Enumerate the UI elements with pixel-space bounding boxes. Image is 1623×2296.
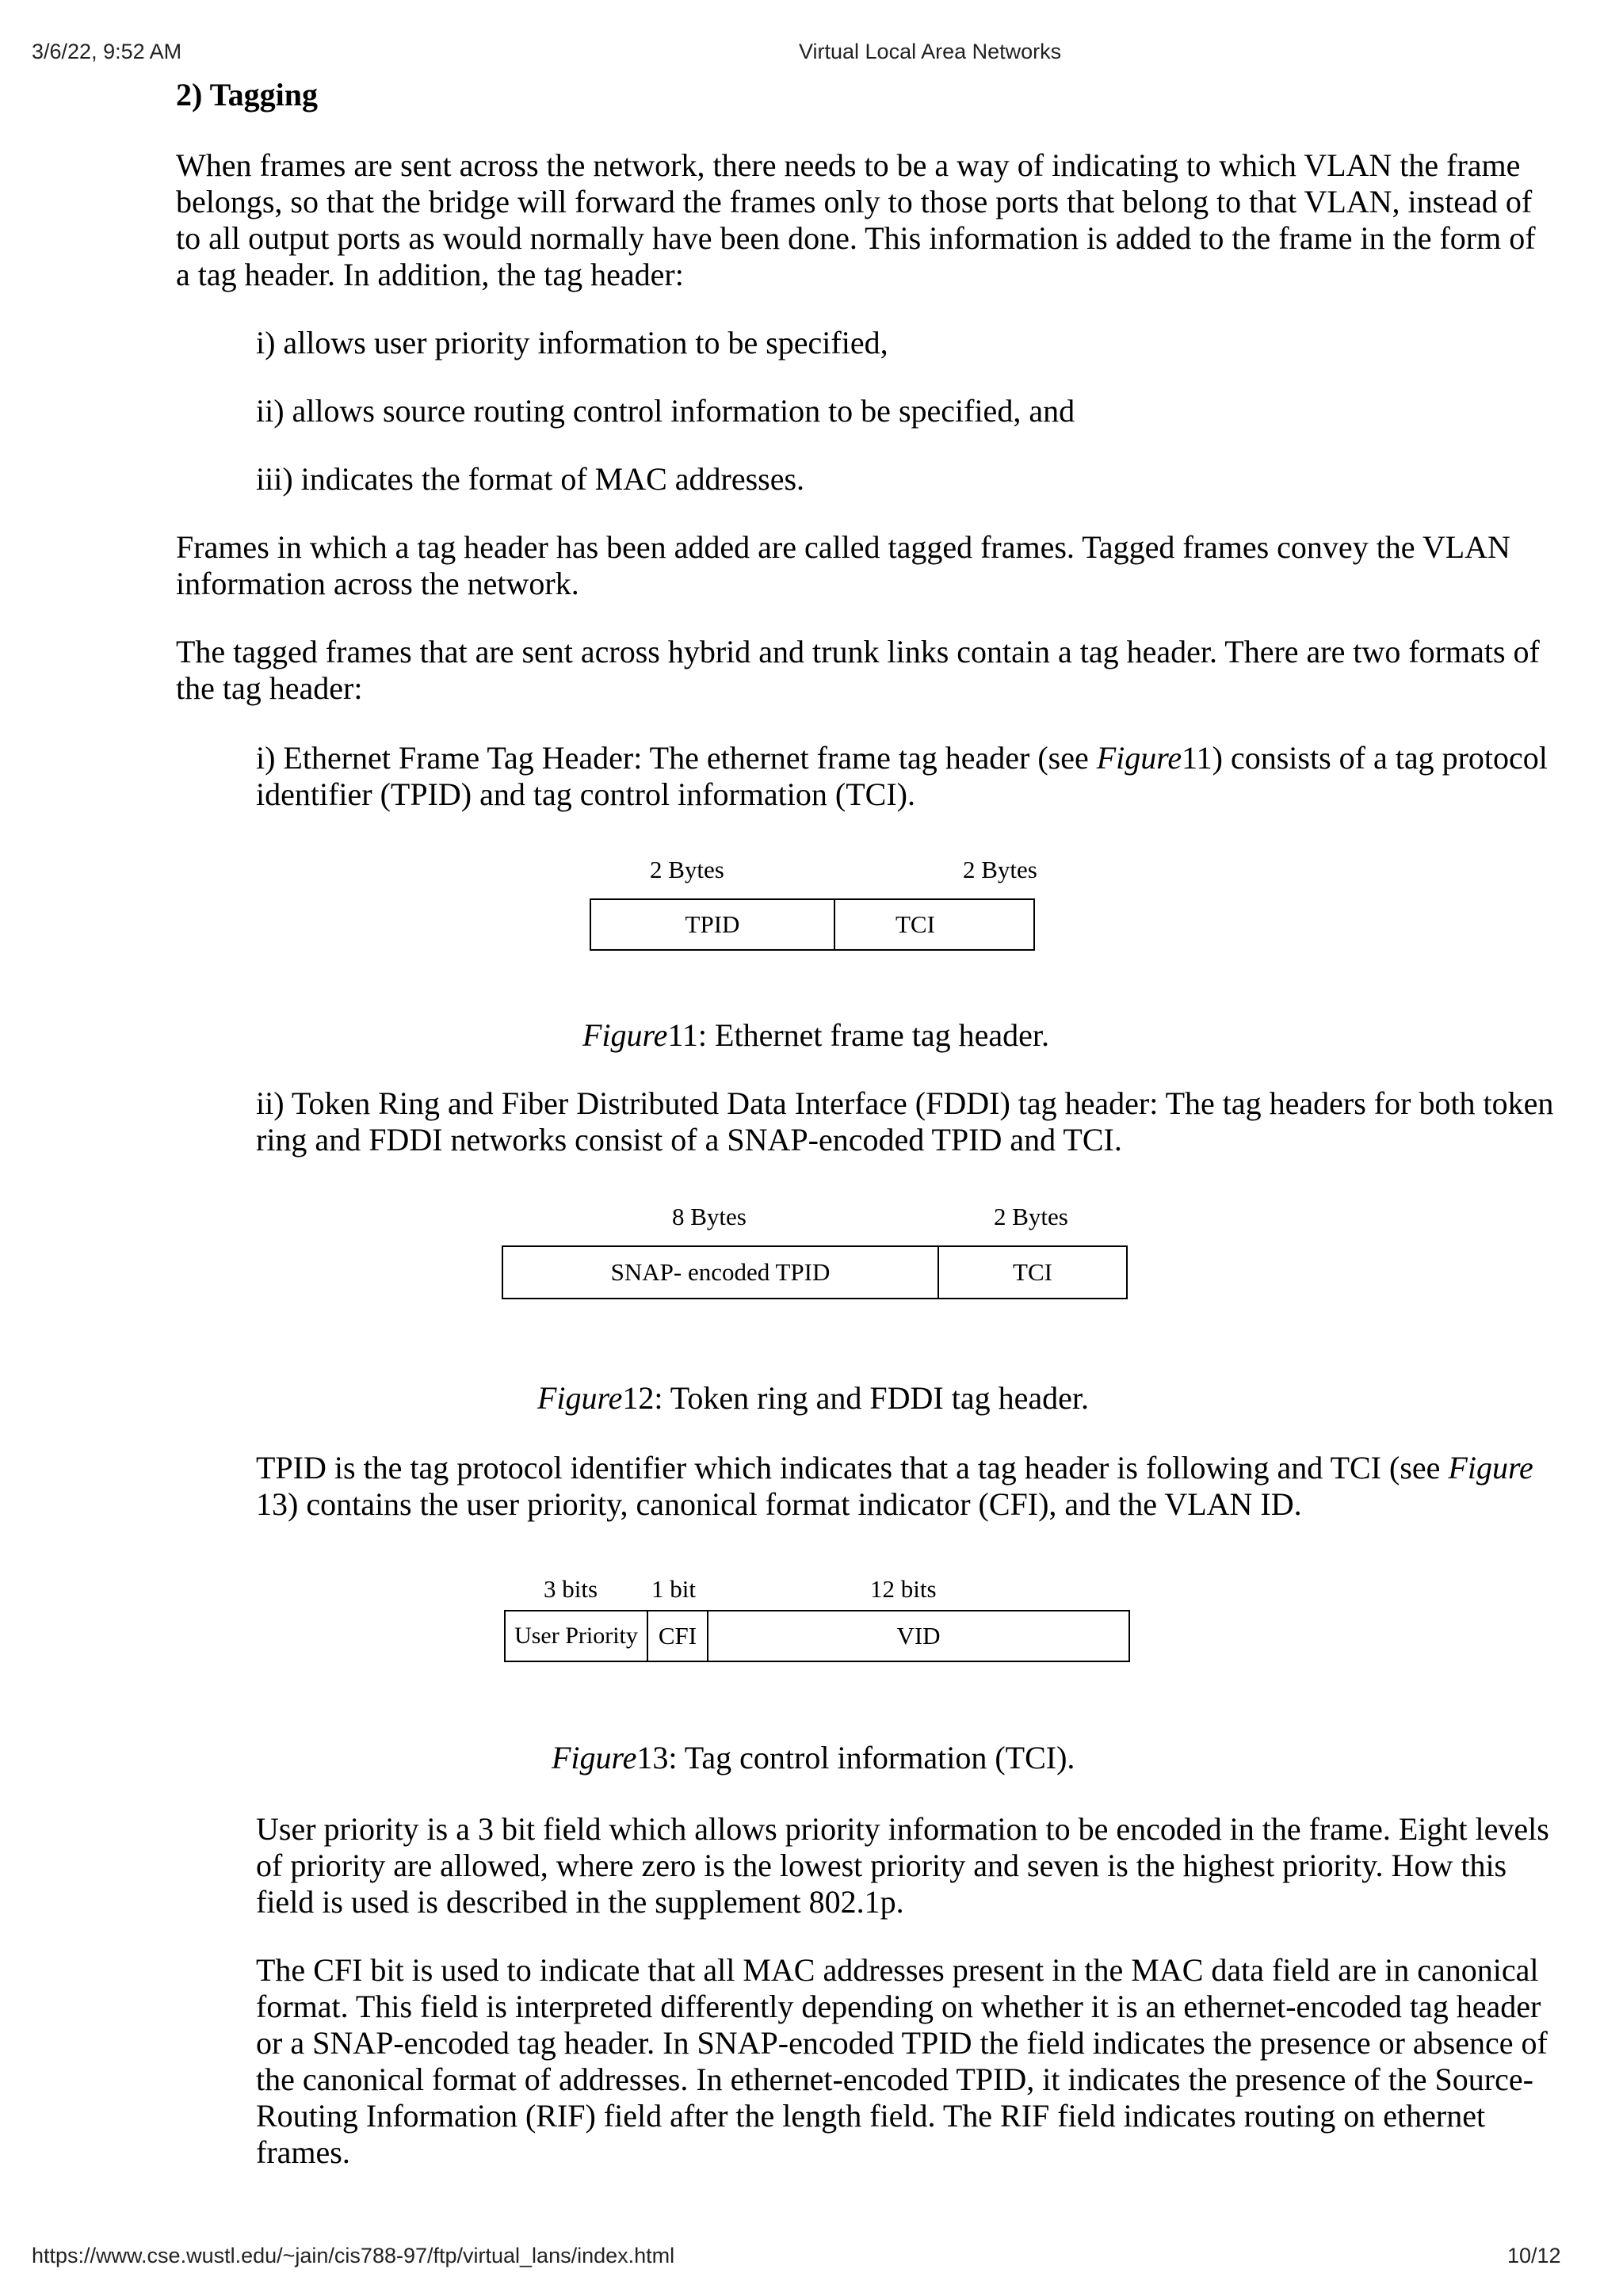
item-ethernet-text-b: 11) consists of a tag protocol identifier (TPID) and tag control information (TCI). [256,740,1548,812]
fig13-field-vid: VID [707,1611,1128,1661]
fig11-frame-diagram [590,898,1035,951]
paragraph-user-priority: User priority is a 3 bit field which allows priority information to be encoded in the frame. Eight levels of priority are allowed, where zero is the lowest priority and seven is the highest priority. How this field is used is described in the supplement 802.1p. [256,1811,1549,1920]
paragraph-tpid [256,1450,1556,1523]
fig13-field-cfi: CFI [647,1611,707,1661]
paragraph-tagged-frames: Frames in which a tag header has been added are called tagged frames. Tagged frames convey the VLAN information across the network. [176,529,1510,601]
figure-12-caption [537,1380,1089,1417]
fig12-size-label-tci: 2 Bytes [994,1203,1068,1230]
fig12-frame-diagram [502,1245,1128,1299]
list-item-routing: ii) allows source routing control information to be specified, and [256,393,1075,429]
item-ethernet-text-a: i) Ethernet Frame Tag Header: The ethernet frame tag header (see [256,740,1097,776]
print-page-number: 10/12 [1507,2244,1561,2267]
fig13-caption-text: 13: Tag control information (TCI). [636,1740,1075,1775]
item-token-ring-tag-header: ii) Token Ring and Fiber Distributed Data Interface (FDDI) tag header: The tag headers for both token ring and FDDI networks consist of a SNAP-encoded TPID and TCI. [256,1085,1554,1158]
item-ethernet-tag-header [256,740,1556,813]
figure-13-caption [552,1740,1075,1776]
paragraph-cfi: The CFI bit is used to indicate that all MAC addresses present in the MAC data field are in canonical format. This field is interpreted differently depending on whether it is an ethernet-encoded tag header or a SNAP-encoded tag header. In SNAP-encoded TPID the field indicates the presence or absence of the canonical format of addresses. In ethernet-encoded TPID, it indicates the presence of the Source-Routing Information (RIF) field after the length field. The RIF field indicates routing on ethernet frames. [256,1952,1548,2170]
fig11-size-label-tpid: 2 Bytes [650,856,724,883]
fig13-size-label-priority: 3 bits [544,1575,598,1603]
fig11-field-tci: TCI [834,900,1033,949]
section-title: 2) Tagging [176,77,318,113]
fig13-size-label-cfi: 1 bit [651,1575,696,1603]
tpid-text-a: TPID is the tag protocol identifier which indicates that a tag header is following and TCI (see [256,1450,1449,1486]
fig12-caption-text: 12: Token ring and FDDI tag header. [622,1380,1089,1416]
print-page-title: Virtual Local Area Networks [799,40,1062,63]
fig11-caption-text: 11: Ethernet frame tag header. [667,1017,1050,1053]
tpid-figure-ref: Figure [1448,1450,1533,1486]
fig12-field-tci: TCI [938,1247,1126,1298]
fig11-size-label-tci: 2 Bytes [963,856,1037,883]
paragraph-intro: When frames are sent across the network, there needs to be a way of indicating to which VLAN the frame belongs, so that the bridge will forward the frames only to those ports that belong to that VLAN, instead of to all output ports as would normally have been done. This information is added to the frame in the form of a tag header. In addition, the tag header: [176,147,1536,292]
list-item-priority: i) allows user priority information to be specified, [256,325,888,360]
fig13-size-label-vid: 12 bits [870,1575,937,1603]
list-item-mac-format: iii) indicates the format of MAC addresses. [256,461,805,497]
fig11-caption-figure-word: Figure [582,1017,668,1053]
print-datetime: 3/6/22, 9:52 AM [32,40,182,63]
fig13-field-user-priority: User Priority [514,1623,638,1649]
fig11-field-tpid: TPID [685,910,740,938]
fig12-field-snap-tpid: SNAP- encoded TPID [610,1258,831,1286]
tpid-text-b: 13) contains the user priority, canonical format indicator (CFI), and the VLAN ID. [256,1486,1302,1522]
paragraph-tag-formats: The tagged frames that are sent across hybrid and trunk links contain a tag header. There are two formats of the tag header: [176,634,1540,706]
figure-11-caption [582,1017,1049,1054]
print-url: https://www.cse.wustl.edu/~jain/cis788-97/ftp/virtual_lans/index.html [32,2244,675,2267]
fig12-caption-figure-word: Figure [537,1380,623,1416]
fig13-tci-diagram [504,1610,1130,1662]
fig12-size-label-tpid: 8 Bytes [672,1203,747,1230]
fig13-caption-figure-word: Figure [552,1740,637,1775]
item-ethernet-figure-ref: Figure [1096,740,1182,776]
